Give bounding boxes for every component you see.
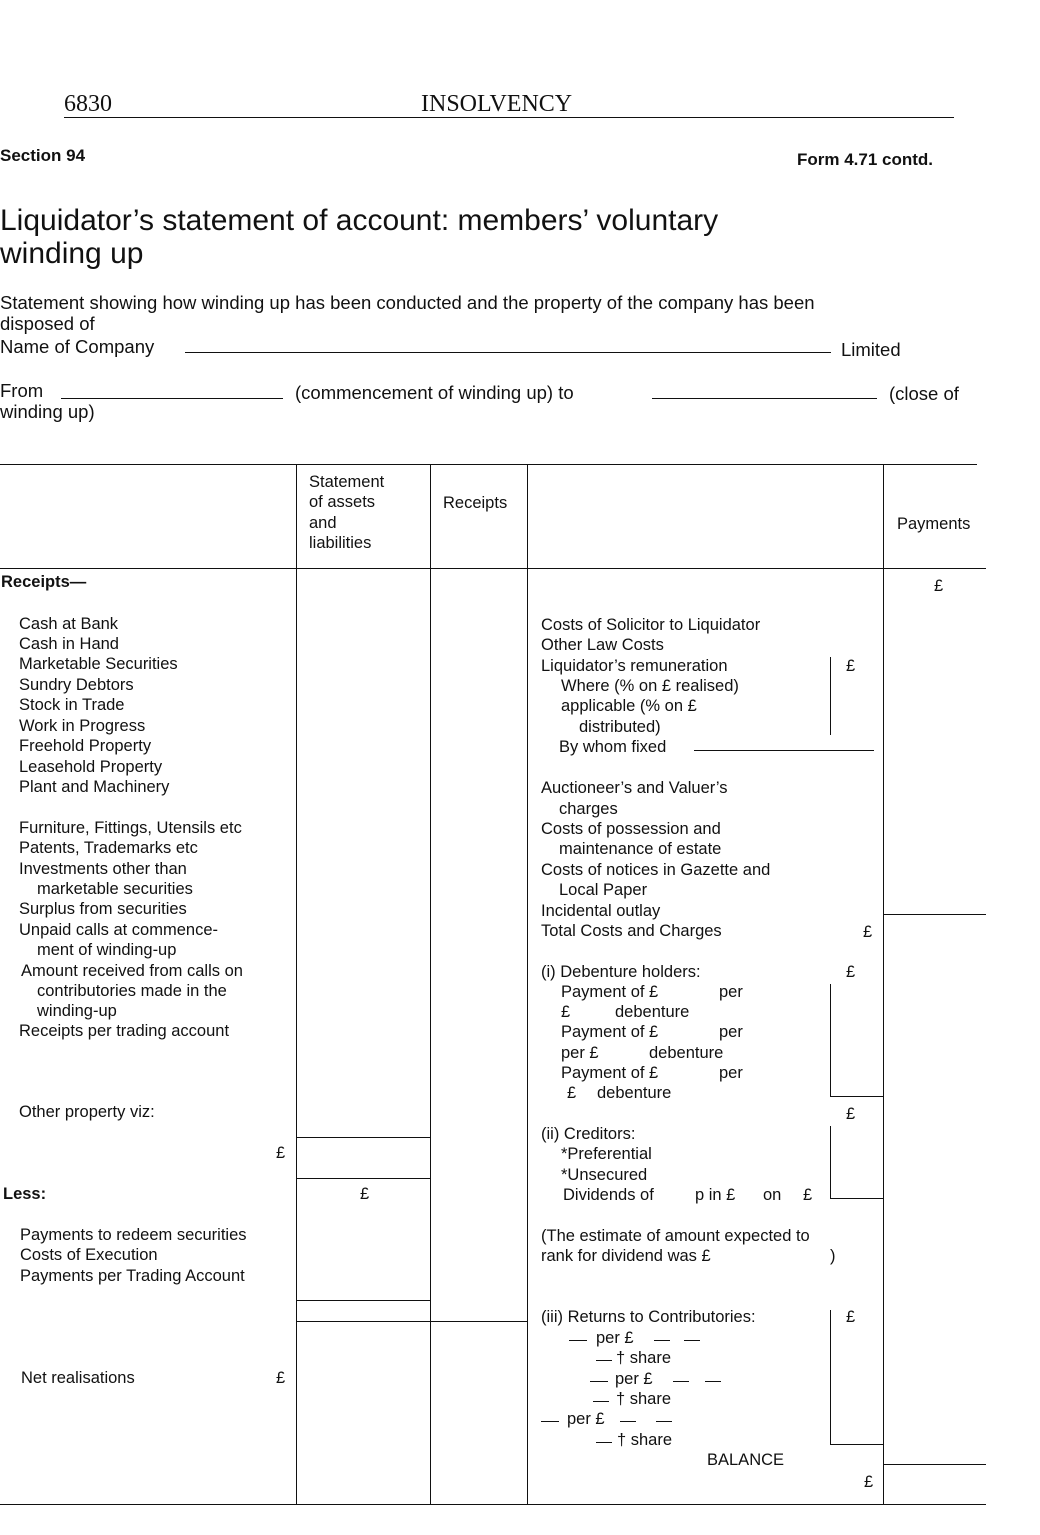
debenture-line: debenture: [649, 1044, 724, 1062]
total-costs-pound: £: [863, 923, 873, 941]
company-name-label: Name of Company: [0, 336, 155, 357]
col-divider-1: [296, 464, 297, 1505]
company-name-field[interactable]: [185, 352, 831, 353]
creditors-line: on: [763, 1186, 782, 1204]
returns-blank[interactable]: [569, 1339, 587, 1341]
creditors-line: p in £: [695, 1186, 736, 1204]
receipt-item: Leasehold Property: [19, 758, 163, 776]
receipt-item: ment of winding-up: [37, 941, 177, 959]
col-divider-4: [883, 464, 884, 1505]
returns-blank[interactable]: [654, 1339, 670, 1341]
col-header-statement-3: and: [309, 514, 337, 532]
returns-pound: £: [846, 1308, 856, 1326]
receipts-heading: Receipts—: [1, 573, 87, 591]
receipt-item: Stock in Trade: [19, 696, 125, 714]
to-date-field[interactable]: [652, 398, 877, 399]
net-realisations-label: Net realisations: [21, 1369, 135, 1387]
debenture-heading: (i) Debenture holders:: [541, 963, 701, 981]
cost-item: Other Law Costs: [541, 636, 664, 654]
col-header-statement-2: of assets: [309, 493, 376, 511]
receipt-item: Freehold Property: [19, 737, 152, 755]
debenture-line: per: [719, 1064, 743, 1082]
creditors-heading: (ii) Creditors:: [541, 1125, 636, 1143]
other-property-label: Other property viz:: [19, 1103, 155, 1121]
returns-line: † share: [617, 1431, 673, 1449]
debenture-line: debenture: [597, 1084, 672, 1102]
receipt-item: Furniture, Fittings, Utensils etc: [19, 819, 242, 837]
returns-blank[interactable]: [593, 1400, 609, 1402]
table-top-rule: [0, 464, 977, 465]
intro-line1: Statement showing how winding up has been conducted and the property of the company has been: [0, 292, 815, 313]
receipt-item: Marketable Securities: [19, 655, 178, 673]
commencement-label: (commencement of winding up) to: [295, 382, 574, 403]
receipt-item: Work in Progress: [19, 717, 146, 735]
winding-up-label: winding up): [0, 401, 95, 422]
receipt-item: Cash at Bank: [19, 615, 119, 633]
less-heading: Less:: [3, 1185, 47, 1203]
returns-line: per £: [596, 1329, 634, 1347]
col-header-statement-1: Statement: [309, 473, 385, 491]
returns-blank[interactable]: [656, 1420, 672, 1422]
receipt-item: Investments other than: [19, 860, 187, 878]
creditors-bracket: [830, 1126, 831, 1198]
less-item: Payments per Trading Account: [20, 1267, 245, 1285]
estimate-line: rank for dividend was £: [541, 1247, 711, 1265]
net-realisations-pound: £: [276, 1369, 286, 1387]
charge-item: Incidental outlay: [541, 902, 661, 920]
other-property-pound: £: [276, 1144, 286, 1162]
cost-item: Where (% on £ realised): [561, 677, 739, 695]
returns-blank[interactable]: [590, 1380, 608, 1382]
col-header-payments: Payments: [897, 515, 971, 533]
receipt-item: Patents, Trademarks etc: [19, 839, 198, 857]
returns-blank[interactable]: [596, 1359, 612, 1361]
debenture-pound: £: [846, 963, 856, 981]
remuneration-bracket: [830, 657, 831, 735]
main-title-line1: Liquidator’s statement of account: members’ voluntary: [0, 204, 719, 237]
remuneration-pound: £: [846, 657, 856, 675]
estimate-line: ): [830, 1247, 836, 1265]
debenture-line: Payment of £: [561, 983, 659, 1001]
returns-bracket-base: [830, 1444, 883, 1445]
creditors-line: *Unsecured: [561, 1166, 648, 1184]
col-header-receipts: Receipts: [443, 494, 508, 512]
returns-line: per £: [615, 1370, 653, 1388]
less-item: Costs of Execution: [20, 1246, 158, 1264]
receipt-item: Unpaid calls at commence-: [19, 921, 218, 939]
header-rule: [64, 117, 954, 118]
form-label: Form 4.71 contd.: [797, 150, 934, 169]
balance-label: BALANCE: [707, 1451, 785, 1469]
receipt-item: Amount received from calls on: [21, 962, 243, 980]
less-pound: £: [360, 1185, 370, 1203]
cost-item: Costs of Solicitor to Liquidator: [541, 616, 761, 634]
creditors-bracket-base: [830, 1198, 883, 1199]
statement-subtotal-rule-1: [296, 1137, 430, 1138]
running-title: INSOLVENCY: [421, 91, 573, 117]
charge-item: maintenance of estate: [559, 840, 722, 858]
receipt-item: winding-up: [37, 1002, 117, 1020]
receipt-item: contributories made in the: [37, 982, 227, 1000]
returns-blank[interactable]: [620, 1420, 636, 1422]
charge-item: Costs of possession and: [541, 820, 721, 838]
debenture-line: per: [719, 1023, 743, 1041]
debenture-line: per £: [561, 1044, 599, 1062]
debenture-line: £: [567, 1084, 577, 1102]
charge-item: Costs of notices in Gazette and: [541, 861, 771, 879]
balance-pound: £: [864, 1473, 874, 1491]
debenture-bracket-base: [830, 1096, 883, 1097]
page-number: 6830: [64, 91, 112, 117]
col-divider-3: [527, 464, 528, 1505]
limited-label: Limited: [841, 339, 901, 360]
receipt-item: Surplus from securities: [19, 900, 187, 918]
returns-line: † share: [616, 1349, 672, 1367]
debenture-line: Payment of £: [561, 1064, 659, 1082]
creditors-line: Dividends of: [563, 1186, 654, 1204]
statement-subtotal-rule-2: [296, 1178, 430, 1179]
receipt-item: marketable securities: [37, 880, 193, 898]
charge-item: Local Paper: [559, 881, 648, 899]
payments-balance-rule: [883, 1464, 986, 1465]
returns-blank[interactable]: [673, 1380, 689, 1382]
receipt-item: Plant and Machinery: [19, 778, 170, 796]
receipt-item: Receipts per trading account: [19, 1022, 230, 1040]
intro-line2: disposed of: [0, 313, 95, 334]
returns-bracket: [830, 1310, 831, 1444]
creditors-line: £: [803, 1186, 813, 1204]
returns-blank[interactable]: [596, 1441, 612, 1443]
statement-total-rule-1: [296, 1300, 430, 1301]
charge-item: Auctioneer’s and Valuer’s: [541, 779, 728, 797]
table-header-rule: [0, 568, 986, 569]
estimate-line: (The estimate of amount expected to: [541, 1227, 810, 1245]
from-date-field[interactable]: [61, 398, 283, 399]
payments-pound: £: [934, 577, 944, 595]
charge-item: charges: [559, 800, 618, 818]
creditors-line: *Preferential: [561, 1145, 652, 1163]
table-bottom-rule: [0, 1504, 986, 1505]
cost-item: applicable (% on £: [561, 697, 697, 715]
section-label: Section 94: [0, 146, 86, 165]
less-item: Payments to redeem securities: [20, 1226, 247, 1244]
debenture-line: per: [719, 983, 743, 1001]
from-label: From: [0, 380, 44, 401]
returns-line: † share: [616, 1390, 672, 1408]
returns-line: per £: [567, 1410, 605, 1428]
receipt-item: Cash in Hand: [19, 635, 119, 653]
debenture-bracket: [830, 984, 831, 1096]
main-title-line2: winding up: [0, 237, 144, 270]
cost-item: By whom fixed: [559, 738, 667, 756]
total-costs-label: Total Costs and Charges: [541, 922, 722, 940]
debenture-line: Payment of £: [561, 1023, 659, 1041]
col-header-statement-4: liabilities: [309, 534, 372, 552]
cost-item: Liquidator’s remuneration: [541, 657, 728, 675]
receipt-item: Sundry Debtors: [19, 676, 134, 694]
close-of-label: (close of: [889, 383, 959, 404]
returns-heading: (iii) Returns to Contributories:: [541, 1308, 756, 1326]
returns-blank[interactable]: [541, 1420, 559, 1422]
debenture-line: £: [561, 1003, 571, 1021]
returns-blank[interactable]: [705, 1380, 721, 1382]
debenture-line: debenture: [615, 1003, 690, 1021]
col-divider-2: [430, 464, 431, 1505]
statement-total-rule-2: [296, 1321, 527, 1322]
creditors-pound: £: [846, 1105, 856, 1123]
cost-item: distributed): [579, 718, 661, 736]
by-whom-fixed-field[interactable]: [694, 750, 874, 751]
payments-costs-rule: [883, 914, 986, 915]
returns-blank[interactable]: [684, 1339, 700, 1341]
